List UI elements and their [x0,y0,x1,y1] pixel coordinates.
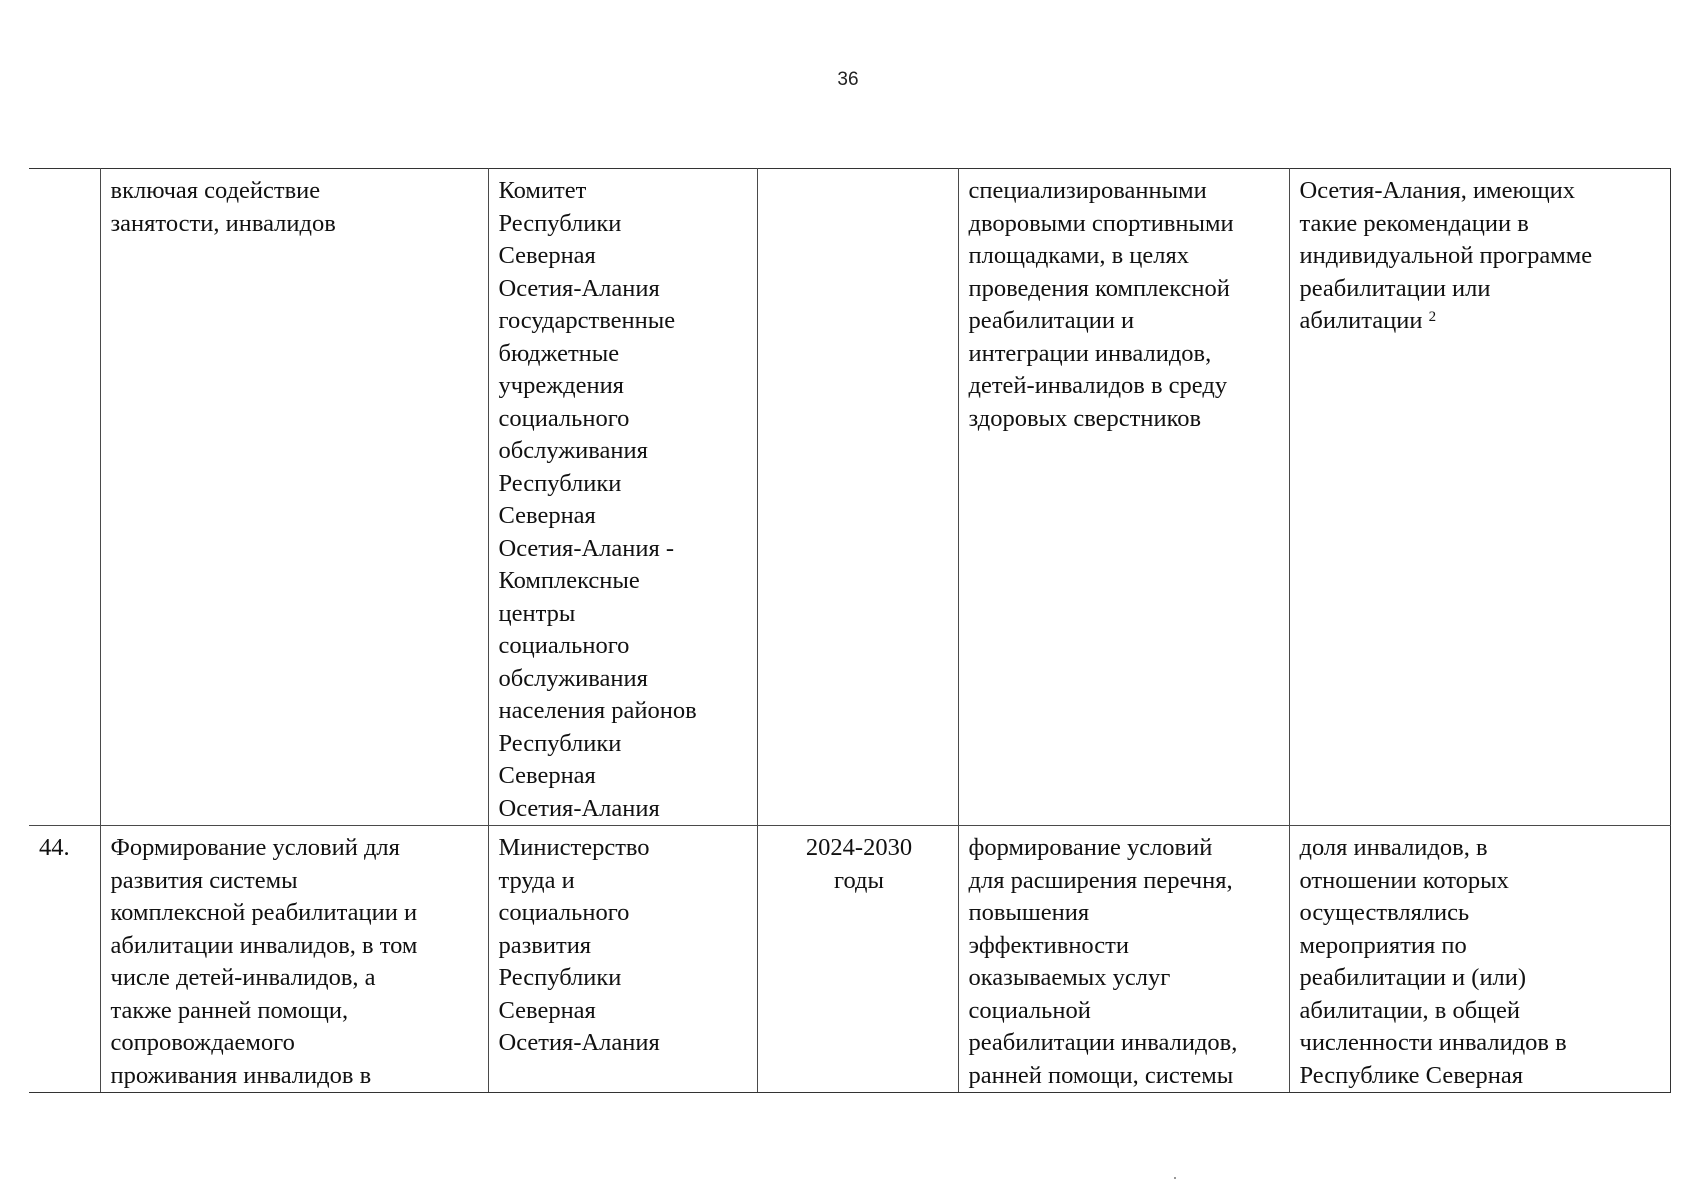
scan-speck [1174,1177,1176,1179]
action-cell [100,169,488,826]
footnote-marker: 2 [1428,309,1437,325]
result-text: специализированными дворовыми спортивными площадками, в целях проведения комплексной реабилитации и интеграции инвалидов, детей-инвалидов в среду здоровых сверстников [968,177,1234,432]
indicator-text: Осетия-Алания, имеющих такие рекомендации в индивидуальной программе реабилитации или абилитации [1299,177,1593,334]
executor-cell [488,826,757,1093]
page-number: 36 [837,69,859,90]
period-cell [757,169,958,826]
executor-text: Комитет Республики Северная Осетия-Алания государственные бюджетные учреждения социального обслуживания Республики Северная Осетия-Алания - Комплексные центры социального обслуживания населения районов Республики Северная Осетия-Алания [498,177,697,822]
program-measures-table [29,168,1671,1093]
action-text: Формирование условий для развития системы комплексной реабилитации и абилитации инвалидов, в том числе детей-инвалидов, а также ранней помощи, сопровождаемого проживания инвалидов в [110,834,418,1089]
row-number-cell [29,826,100,1093]
period-cell [757,826,958,1093]
result-cell [958,169,1289,826]
action-text: включая содействие занятости, инвалидов [110,177,336,237]
period-text: 2024-2030 годы [805,834,913,894]
action-cell [100,826,488,1093]
executor-cell [488,169,757,826]
indicator-text: доля инвалидов, в отношении которых осуществлялись мероприятия по реабилитации и (или) абилитации, в общей численности инвалидов в Республике Северная [1299,834,1567,1089]
indicator-cell [1289,169,1670,826]
row-number: 44. [39,834,70,861]
executor-text: Министерство труда и социального развития Республики Северная Осетия-Алания [498,834,660,1056]
table-row [29,169,1670,826]
row-number-cell [29,169,100,826]
result-text: формирование условий для расширения перечня, повышения эффективности оказываемых услуг социальной реабилитации инвалидов, ранней помощи, системы [968,834,1238,1089]
result-cell [958,826,1289,1093]
table-row [29,826,1670,1093]
indicator-cell [1289,826,1670,1093]
